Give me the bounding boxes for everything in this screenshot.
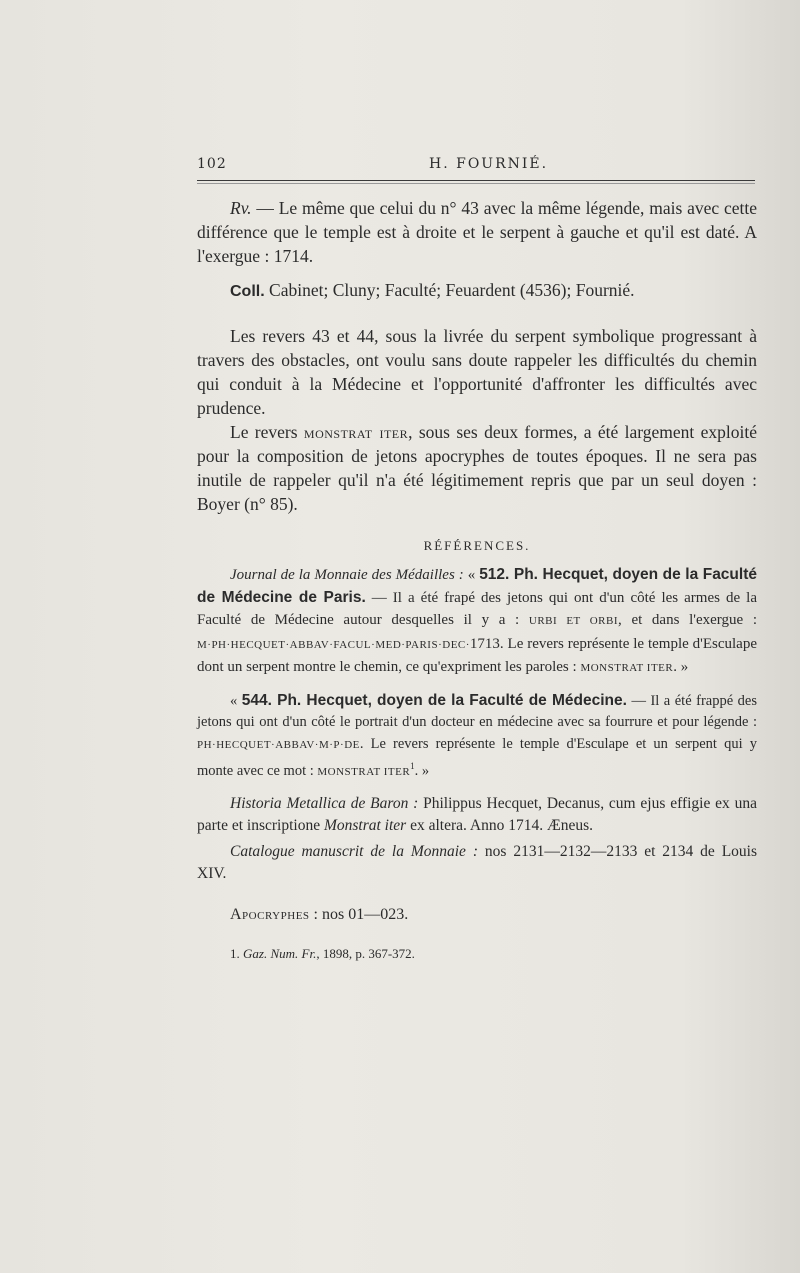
ref2-legend: PH·HECQUET·ABBAV·M·P·DE [197, 738, 360, 751]
rv-label: Rv. [230, 198, 252, 218]
paragraph-1: Les revers 43 et 44, sous la livrée du serpent symbolique progressant à travers des obstacles, ont voulu sans doute rappeler les difficultés du chemin qui conduit à la Médecine et l'opportunité d'affronter les difficultés avec prudence. [197, 326, 757, 418]
ref2-motto: MONSTRAT ITER [317, 765, 411, 778]
ref1-title: 512. Ph. Hecquet, doyen de la Faculté de Médecine de Paris. [197, 566, 757, 606]
ref1-motto1: URBI ET ORBI [528, 615, 619, 627]
running-header [197, 156, 757, 180]
ref1-exergue: M·PH·HECQUET·ABBAV·FACUL·MED·PARIS·DEC· [197, 638, 470, 651]
ref1-motto2: MONSTRAT ITER [580, 662, 674, 674]
reference-catalogue: Catalogue manuscrit de la Monnaie : nos 2131—2132—2133 et 2134 de Louis XIV. [197, 843, 758, 883]
apocryphes-label: Apocryphes [230, 906, 310, 924]
ref3-source: Historia Metallica de Baron : [230, 795, 419, 813]
rv-text: — Le même que celui du n° 43 avec la même légende, mais avec cette différence que le temple est à droite et le serpent à gauche et qu'il est daté. A l'exergue : 1714. [197, 198, 757, 266]
paragraph-2: Le revers monstrat iter, sous ses deux formes, a été largement exploité pour la composition de jetons apocryphes de toutes époques. Il ne sera pas inutile de rappeler qu'il n'a été légitimement repris que par un seul doyen : Boyer (n° 85). [197, 422, 757, 514]
ref2-title: 544. Ph. Hecquet, doyen de la Faculté de Médecine. [241, 691, 627, 709]
ref1-source: Journal de la Monnaie des Médailles : [230, 567, 464, 583]
ref4-source: Catalogue manuscrit de la Monnaie : [230, 843, 478, 861]
footnote-marker: 1 [410, 761, 415, 771]
motto-monstrat-iter: monstrat iter [303, 422, 409, 442]
collections [197, 278, 757, 304]
reverse-description [197, 196, 757, 268]
footnote-source: Gaz. Num. Fr. [243, 946, 317, 962]
reference-journal: Journal de la Monnaie des Médailles : « 512. Ph. Hecquet, doyen de la Faculté de Médecine de Paris. — Il a été frapé des jetons qui ont d'un côté les armes de la Faculté de Médecine autour desquelles il y a : URBI ET ORBI, et dans l'exergue : M·PH·HECQUET·ABBAV·FACUL·MED·PARIS·DEC·1713. Le revers représente le temple d'Esculape dont un serpent montre le chemin, ce qu'expriment les paroles : MONSTRAT ITER. » [197, 566, 757, 675]
ref3-inscription: Monstrat iter [323, 817, 407, 835]
header-rule-thin [197, 183, 755, 184]
apocryphes-line: Apocryphes : nos 01—023. [230, 906, 409, 924]
coll-text: Cabinet; Cluny; Faculté; Feuardent (4536); Fournié. [264, 280, 635, 300]
reference-historia: Historia Metallica de Baron : Philippus Hecquet, Decanus, cum ejus effigie ex una parte et inscriptione Monstrat iter ex altera. Anno 1714. Æneus. [197, 795, 757, 835]
references-heading: RÉFÉRENCES. [423, 538, 531, 553]
reference-544: « 544. Ph. Hecquet, doyen de la Faculté de Médecine. — Il a été frappé des jetons qui ont d'un côté le portrait d'un docteur en médecine avec sa fourrure et pour légende : PH·HECQUET·ABBAV·M·P·DE. Le revers représente le temple d'Esculape et un serpent qui y monte avec ce mot : MONSTRAT ITER$^1$. » [197, 691, 758, 779]
running-title: H. FOURNIÉ. [429, 156, 549, 172]
body-text [197, 196, 757, 963]
footnote: 1. Gaz. Num. Fr., 1898, p. 367-372. [230, 946, 415, 962]
header-rule [197, 180, 755, 181]
coll-label: Coll. [230, 283, 265, 300]
page-number: 102 [197, 156, 227, 172]
